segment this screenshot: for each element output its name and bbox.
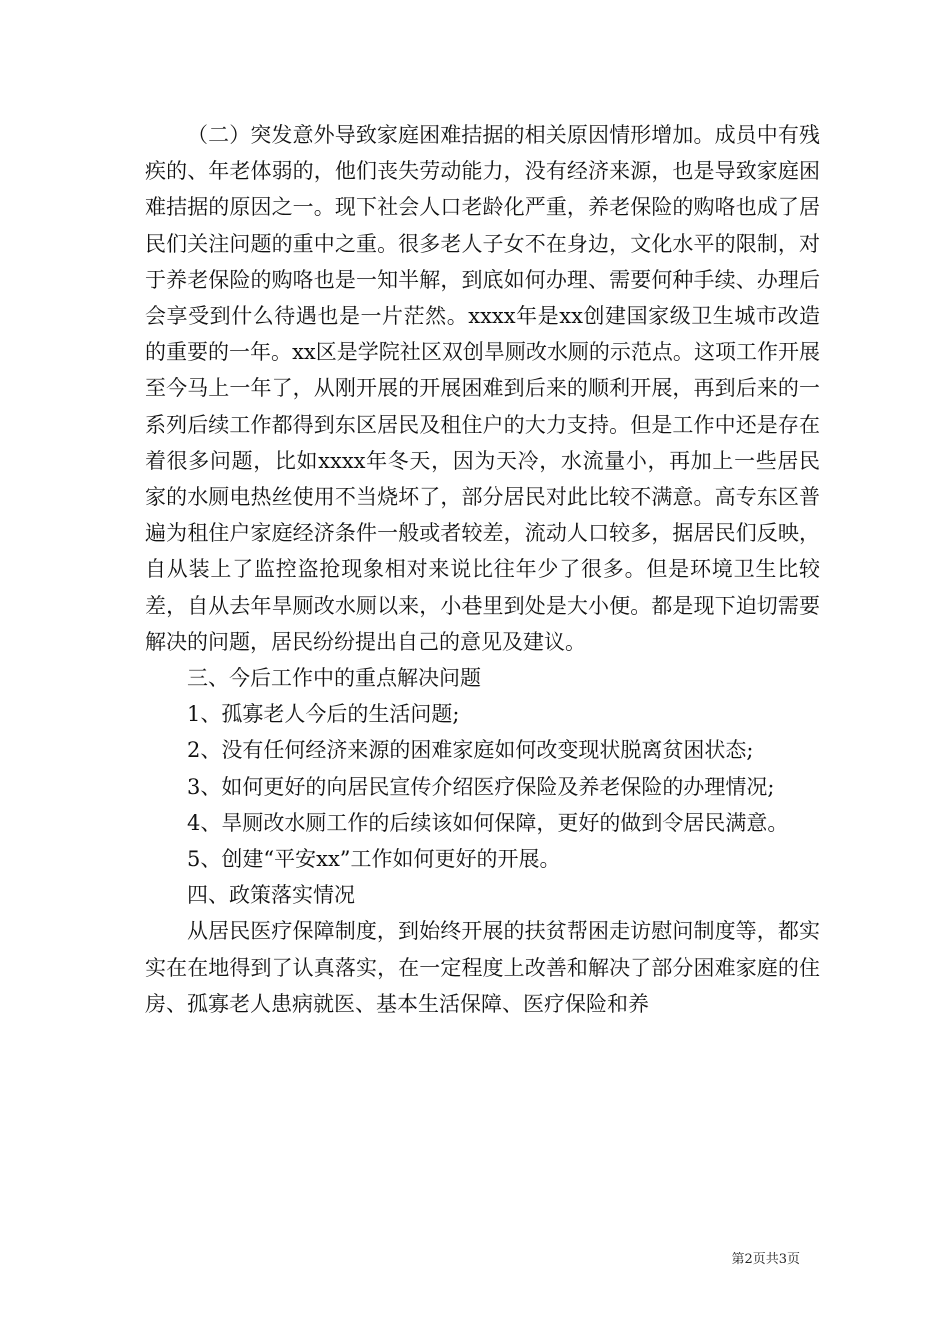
document-body (145, 117, 820, 1022)
list-item: 4、旱厕改水厕工作的后续该如何保障，更好的做到令居民满意。 (187, 810, 789, 835)
paragraph-cause-analysis: （二）突发意外导致家庭困难拮据的相关原因情形增加。成员中有残疾的、年老体弱的，他们丧失劳动能力，没有经济来源，也是导致家庭困难拮据的原因之一。现下社会人口老龄化严重，养老保险的购咯也成了居民们关注问题的重中之重。很多老人子女不在身边，文化水平的限制，对于养老保险的购咯也是一知半解，到底如何办理、需要何种手续、办理后会享受到什么待遇也是一片茫然。xxxx年是xx创建国家级卫生城市改造的重要的一年。xx区是学院社区双创旱厕改水厕的示范点。这项工作开展至今马上一年了，从刚开展的开展困难到后来的顺利开展，再到后来的一系列后续工作都得到东区居民及租住户的大力支持。但是工作中还是存在着很多问题，比如xxxx年冬天，因为天冷，水流量小，再加上一些居民家的水厕电热丝使用不当烧坏了，部分居民对此比较不满意。高专东区普遍为租住户家庭经济条件一般或者较差，流动人口较多，据居民们反映，自从装上了监控盗抢现象相对来说比往年少了很多。但是环境卫生比较差，自从去年旱厕改水厕以来，小巷里到处是大小便。都是现下迫切需要解决的问题，居民纷纷提出自己的意见及建议。 (145, 123, 820, 654)
list-item: 1、孤寡老人今后的生活问题; (187, 702, 460, 727)
list-item: 5、创建“平安xx”工作如何更好的开展。 (187, 847, 561, 872)
list-item: 3、如何更好的向居民宣传介绍医疗保险及养老保险的办理情况; (187, 774, 775, 799)
list-item: 2、没有任何经济来源的困难家庭如何改变现状脱离贫困状态; (187, 738, 754, 763)
page-number-footer: 第2页共3页 (731, 1252, 800, 1267)
paragraph-policy: 从居民医疗保障制度，到始终开展的扶贫帮困走访慰问制度等，都实实在在地得到了认真落实，在一定程度上改善和解决了部分困难家庭的住房、孤寡老人患病就医、基本生活保障、医疗保险和养 (145, 919, 820, 1016)
section-heading-policy: 四、政策落实情况 (187, 883, 355, 908)
section-heading-key-issues: 三、今后工作中的重点解决问题 (187, 666, 481, 691)
